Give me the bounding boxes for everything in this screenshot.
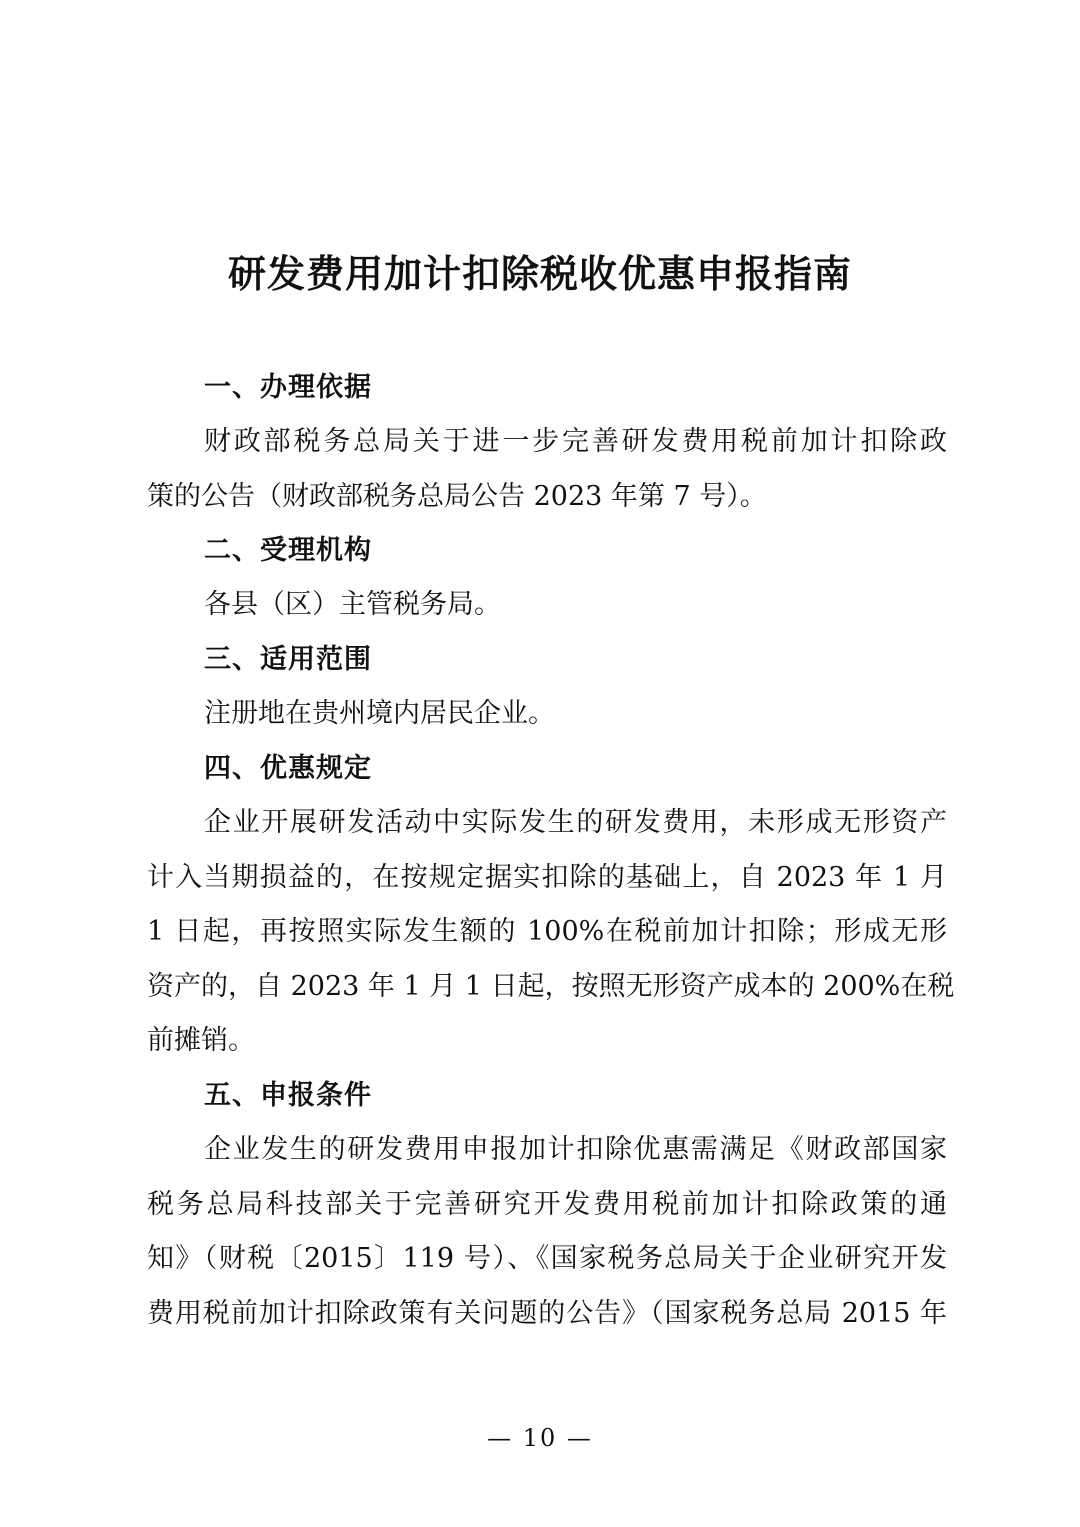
body-line: 知》（财税〔2015〕119 号）、《国家税务总局关于企业研究开发: [147, 1243, 947, 1274]
section-heading-policy: 四、优惠规定: [204, 753, 372, 784]
body-line: 资产的，自 2023 年 1 月 1 日起，按照无形资产成本的 200%在税: [147, 970, 955, 1002]
page-title: 研发费用加计扣除税收优惠申报指南: [227, 252, 852, 296]
section-heading-scope: 三、适用范围: [204, 644, 372, 675]
section-body-policy: [147, 796, 955, 1069]
section-heading-agency: 二、受理机构: [204, 535, 372, 566]
section-body-agency: [147, 578, 947, 633]
section-heading-conditions: 五、申报条件: [204, 1080, 372, 1111]
body-line: 策的公告（财政部税务总局公告 2023 年第 7 号）。: [147, 480, 767, 512]
body-line: 1 日起，再按照实际发生额的 100%在税前加计扣除；形成无形: [147, 916, 947, 947]
body-line: 企业发生的研发费用申报加计扣除优惠需满足《财政部国家: [204, 1134, 947, 1165]
body-line: 费用税前加计扣除政策有关问题的公告》（国家税务总局 2015 年: [147, 1297, 947, 1329]
body-line: 企业开展研发活动中实际发生的研发费用，未形成无形资产: [204, 807, 947, 838]
body-line: 注册地在贵州境内居民企业。: [204, 698, 555, 729]
section-heading-basis: 一、办理依据: [204, 372, 372, 403]
body-line: 税务总局科技部关于完善研究开发费用税前加计扣除政策的通: [147, 1188, 947, 1220]
section-body-conditions: [147, 1123, 947, 1341]
section-body-scope: [147, 687, 947, 742]
body-line: 计入当期损益的，在按规定据实扣除的基础上，自 2023 年 1 月: [147, 861, 947, 893]
page-number: — 10 —: [487, 1424, 593, 1452]
section-body-basis: [147, 415, 947, 524]
body-line: 各县（区）主管税务局。: [204, 589, 501, 620]
body-line: 前摊销。: [147, 1025, 255, 1056]
body-line: 财政部税务总局关于进一步完善研发费用税前加计扣除政: [204, 426, 947, 457]
